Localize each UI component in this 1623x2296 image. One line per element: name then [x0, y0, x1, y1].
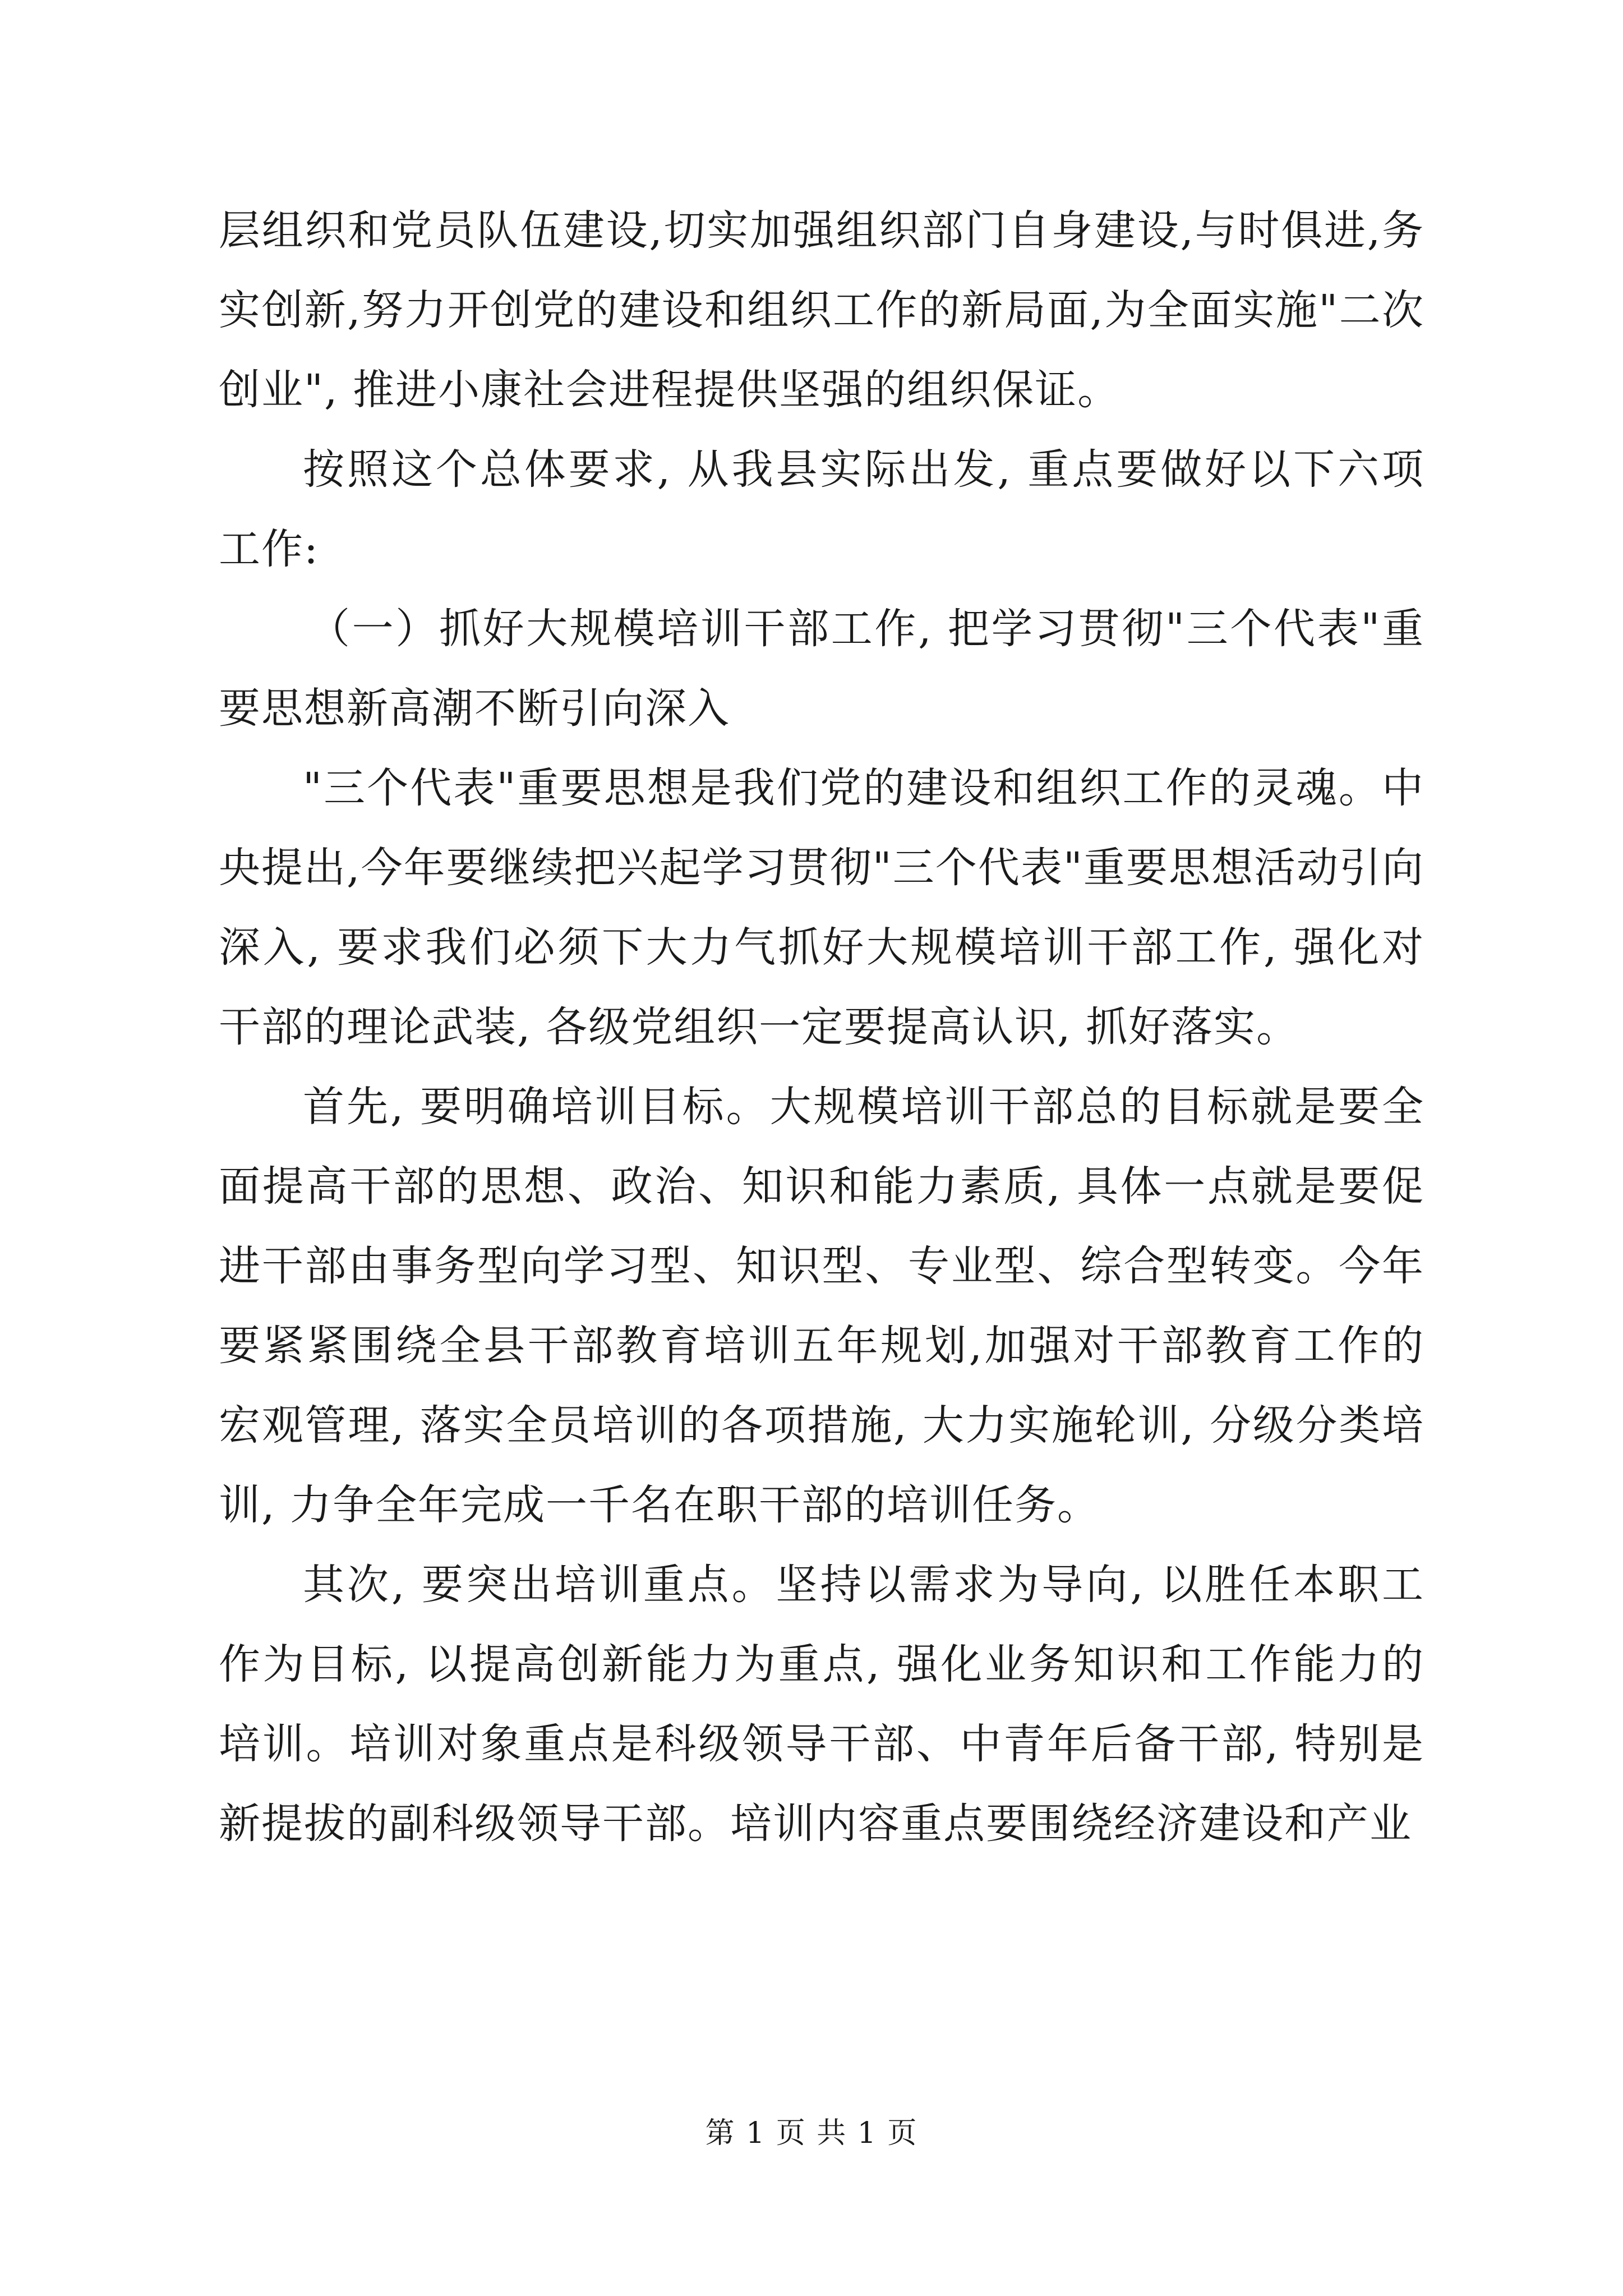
- paragraph-overview: 按照这个总体要求, 从我县实际出发, 重点要做好以下六项工作:: [219, 445, 1424, 573]
- section-heading-1: （一）抓好大规模培训干部工作, 把学习贯彻"三个代表"重要思想新高潮不断引向深入: [219, 605, 1424, 733]
- paragraph-second-focus: 其次, 要突出培训重点。坚持以需求为导向, 以胜任本职工作为目标, 以提高创新能力为重点, 强化业务知识和工作能力的培训。培训对象重点是科级领导干部、中青年后备干部, 特别是新提拔的副科级领导干部。培训内容重点要围绕经济建设和产业: [219, 1561, 1424, 1848]
- paragraph-continuation: 层组织和党员队伍建设,切实加强组织部门自身建设,与时俱进,务实创新,努力开创党的建设和组织工作的新局面,为全面实施"二次创业", 推进小康社会进程提供坚强的组织保证。: [219, 206, 1424, 414]
- paragraph-first-goal: 首先, 要明确培训目标。大规模培训干部总的目标就是要全面提高干部的思想、政治、知识和能力素质, 具体一点就是要促进干部由事务型向学习型、知识型、专业型、综合型转变。今年要紧紧围绕全县干部教育培训五年规划,加强对干部教育工作的宏观管理, 落实全员培训的各项措施, 大力实施轮训, 分级分类培训, 力争全年完成一千名在职干部的培训任务。: [219, 1083, 1424, 1529]
- page-footer: 第 1 页 共 1 页: [705, 2116, 918, 2150]
- document-body: [219, 191, 1424, 1864]
- paragraph-three-represents: "三个代表"重要思想是我们党的建设和组织工作的灵魂。中央提出,今年要继续把兴起学习贯彻"三个代表"重要思想活动引向深入, 要求我们必须下大力气抓好大规模培训干部工作, 强化对干部的理论武装, 各级党组织一定要提高认识, 抓好落实。: [219, 764, 1424, 1051]
